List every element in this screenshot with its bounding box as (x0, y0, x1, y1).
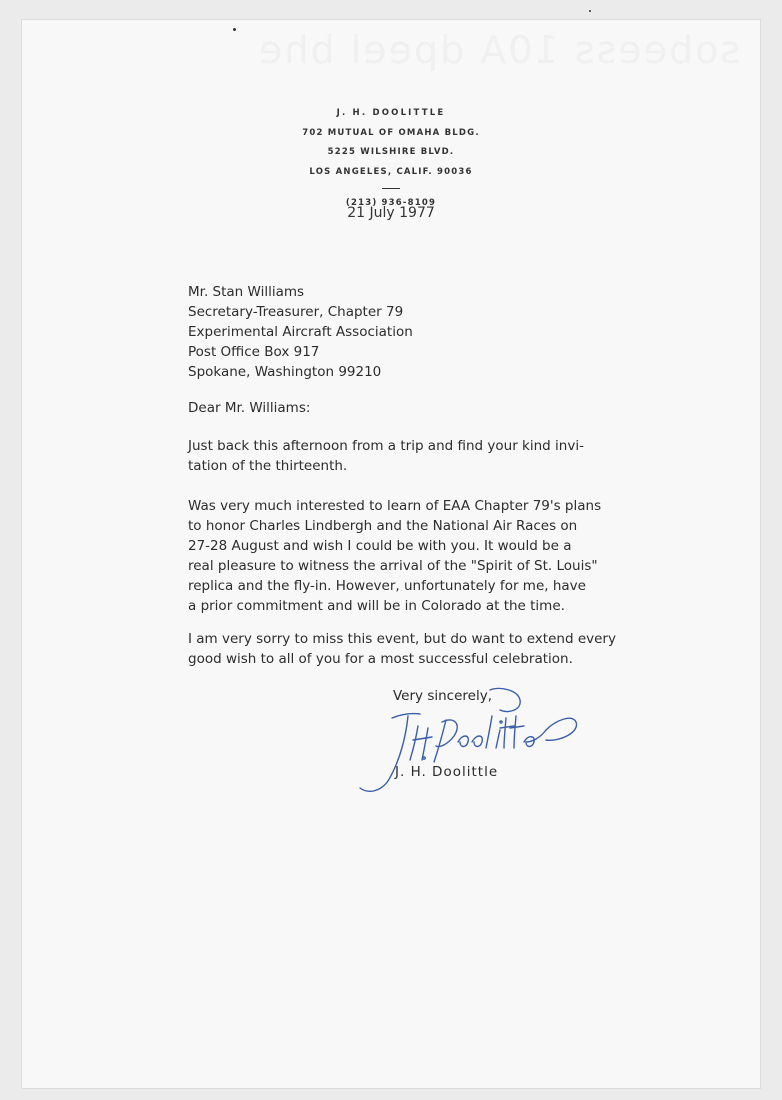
recipient-title: Secretary-Treasurer, Chapter 79 (188, 304, 404, 320)
paragraph-line: tation of the thirteenth. (188, 458, 348, 474)
paragraph-line: I am very sorry to miss this event, but do want to extend every (188, 631, 616, 647)
paragraph-line: to honor Charles Lindbergh and the National Air Races on (188, 518, 578, 534)
recipient-city: Spokane, Washington 99210 (188, 364, 382, 380)
paragraph-line: good wish to all of you for a most successful celebration. (188, 651, 573, 667)
paragraph-line: Just back this afternoon from a trip and find your kind invi- (188, 438, 584, 454)
recipient-organization: Experimental Aircraft Association (188, 324, 413, 340)
letterhead-address-line: 702 MUTUAL OF OMAHA BLDG. (302, 127, 480, 138)
paper-speck (233, 28, 236, 31)
paragraph-line: Was very much interested to learn of EAA Chapter 79's plans (188, 498, 602, 514)
handwritten-signature (350, 676, 590, 806)
show-through-text: sobeess 10A dpeel bhe (256, 28, 740, 72)
paragraph (188, 496, 658, 616)
paragraph (188, 629, 658, 669)
paper-speck (589, 10, 591, 12)
recipient-po-box: Post Office Box 917 (188, 344, 320, 360)
paragraph-line: real pleasure to witness the arrival of the "Spirit of St. Louis" (188, 558, 598, 574)
letterhead-address-line: 5225 WILSHIRE BLVD. (327, 147, 455, 157)
salutation: Dear Mr. Williams: (188, 400, 311, 416)
paragraph (188, 436, 658, 476)
letterhead-divider (382, 188, 400, 189)
letterhead-name: J. H. DOOLITTLE (336, 108, 446, 118)
recipient-address (188, 282, 658, 382)
letter-date: 21 July 1977 (347, 205, 435, 221)
recipient-name: Mr. Stan Williams (188, 284, 305, 300)
signer-name: J. H. Doolittle (395, 764, 499, 780)
paragraph-line: 27-28 August and wish I could be with you. It would be a (188, 538, 572, 554)
letterhead-address-line: LOS ANGELES, CALIF. 90036 (309, 166, 473, 177)
paragraph-line: a prior commitment and will be in Colorado at the time. (188, 598, 565, 614)
letterhead-phone: (213) 936-8109 (345, 198, 437, 208)
paragraph-line: replica and the fly-in. However, unfortunately for me, have (188, 578, 586, 594)
letterhead (0, 104, 782, 209)
closing: Very sincerely, (393, 688, 492, 704)
